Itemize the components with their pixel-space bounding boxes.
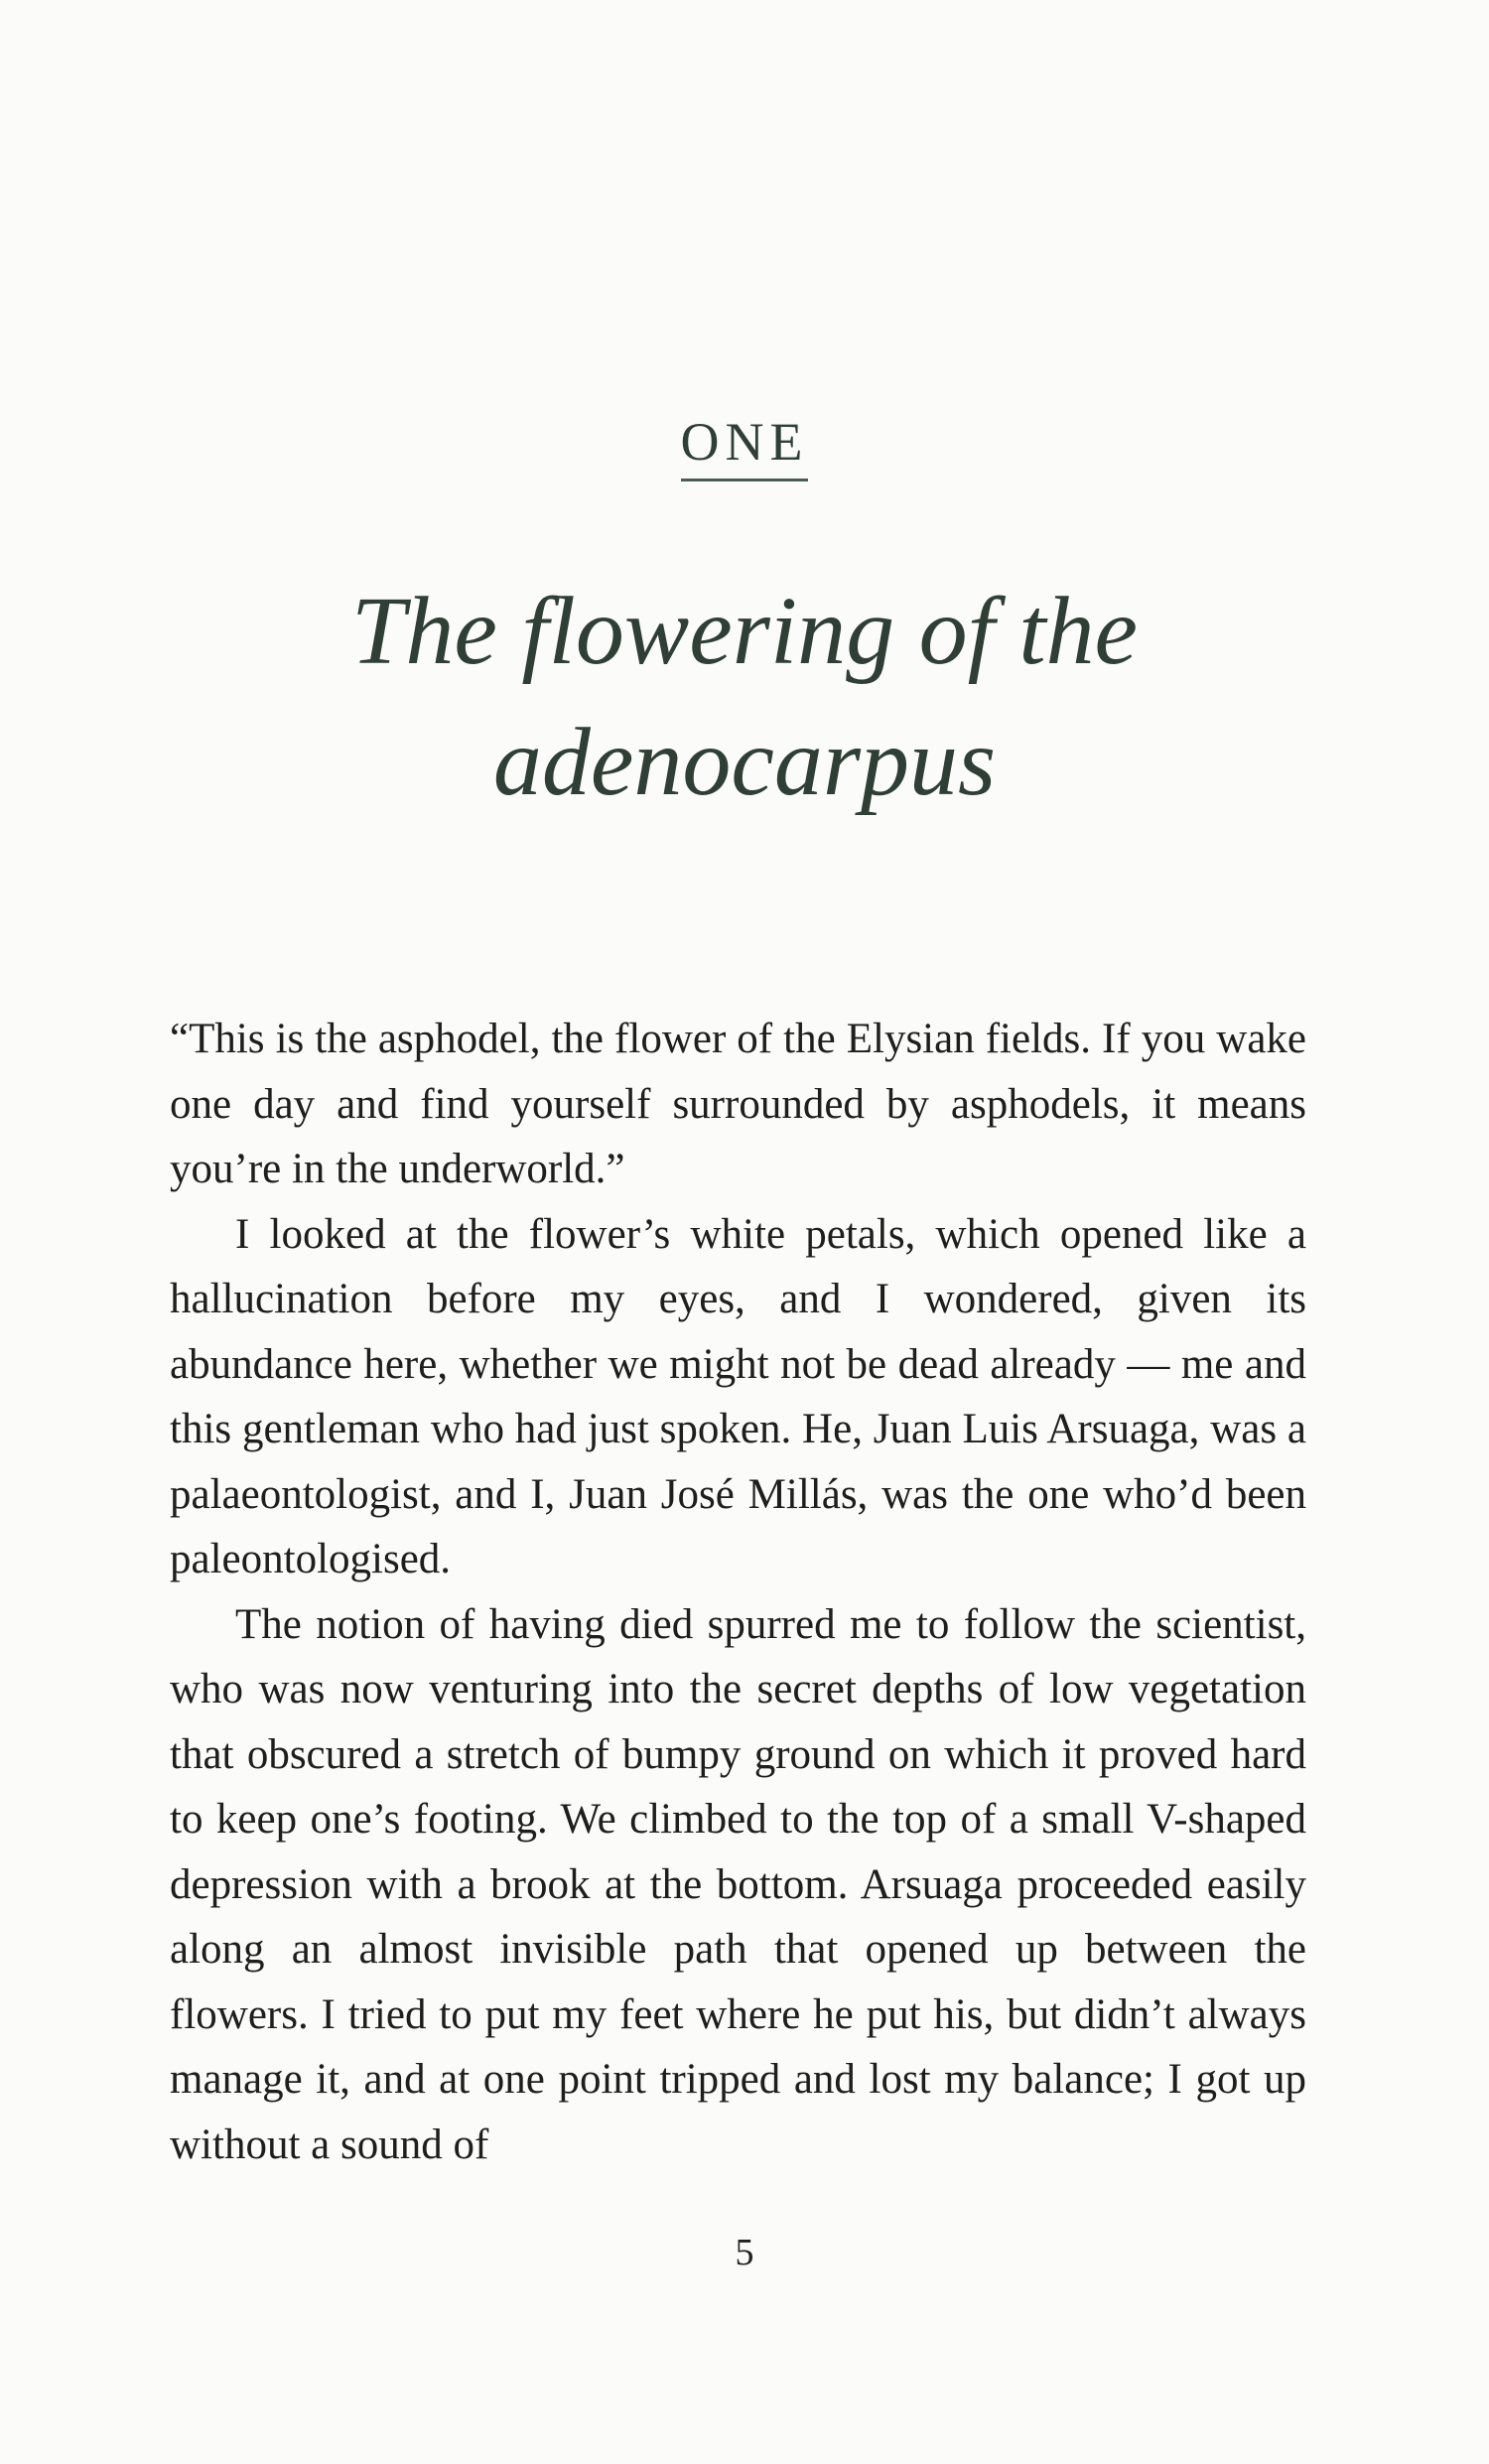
chapter-title-line-1: The flowering of the <box>350 578 1139 685</box>
page-number: 5 <box>735 2232 754 2273</box>
paragraph-1: “This is the asphodel, the flower of the Elysian fields. If you wake one day and find yourself surrounded by asphodels, it means you’re in the underworld.” <box>170 1016 1306 1192</box>
chapter-number-text: ONE <box>681 415 809 481</box>
chapter-title <box>0 566 1489 828</box>
paragraph-3: The notion of having died spurred me to follow the scientist, who was now venturing into the secret depths of low vegetation that obscured a stretch of bumpy ground on which it proved hard to keep one’s footing. We climbed to the top of a small V-shaped depression with a brook at the bottom. Arsuaga proceeded easily along an almost invisible path that opened up between the flowers. I tried to put my feet where he put his, but didn’t always manage it, and at one point tripped and lost my balance; I got up without a sound of <box>170 1600 1306 2168</box>
body-text <box>170 1007 1306 2177</box>
paragraph-2: I looked at the flower’s white petals, which opened like a hallucination before my eyes, and I wondered, given its abundance here, whether we might not be dead already — me and this gentleman who had just spoken. He, Juan Luis Arsuaga, was a palaeontologist, and I, Juan José Millás, was the one who’d been paleontologised. <box>170 1210 1306 1582</box>
chapter-title-line-2: adenocarpus <box>492 709 997 816</box>
chapter-number <box>0 412 1489 481</box>
